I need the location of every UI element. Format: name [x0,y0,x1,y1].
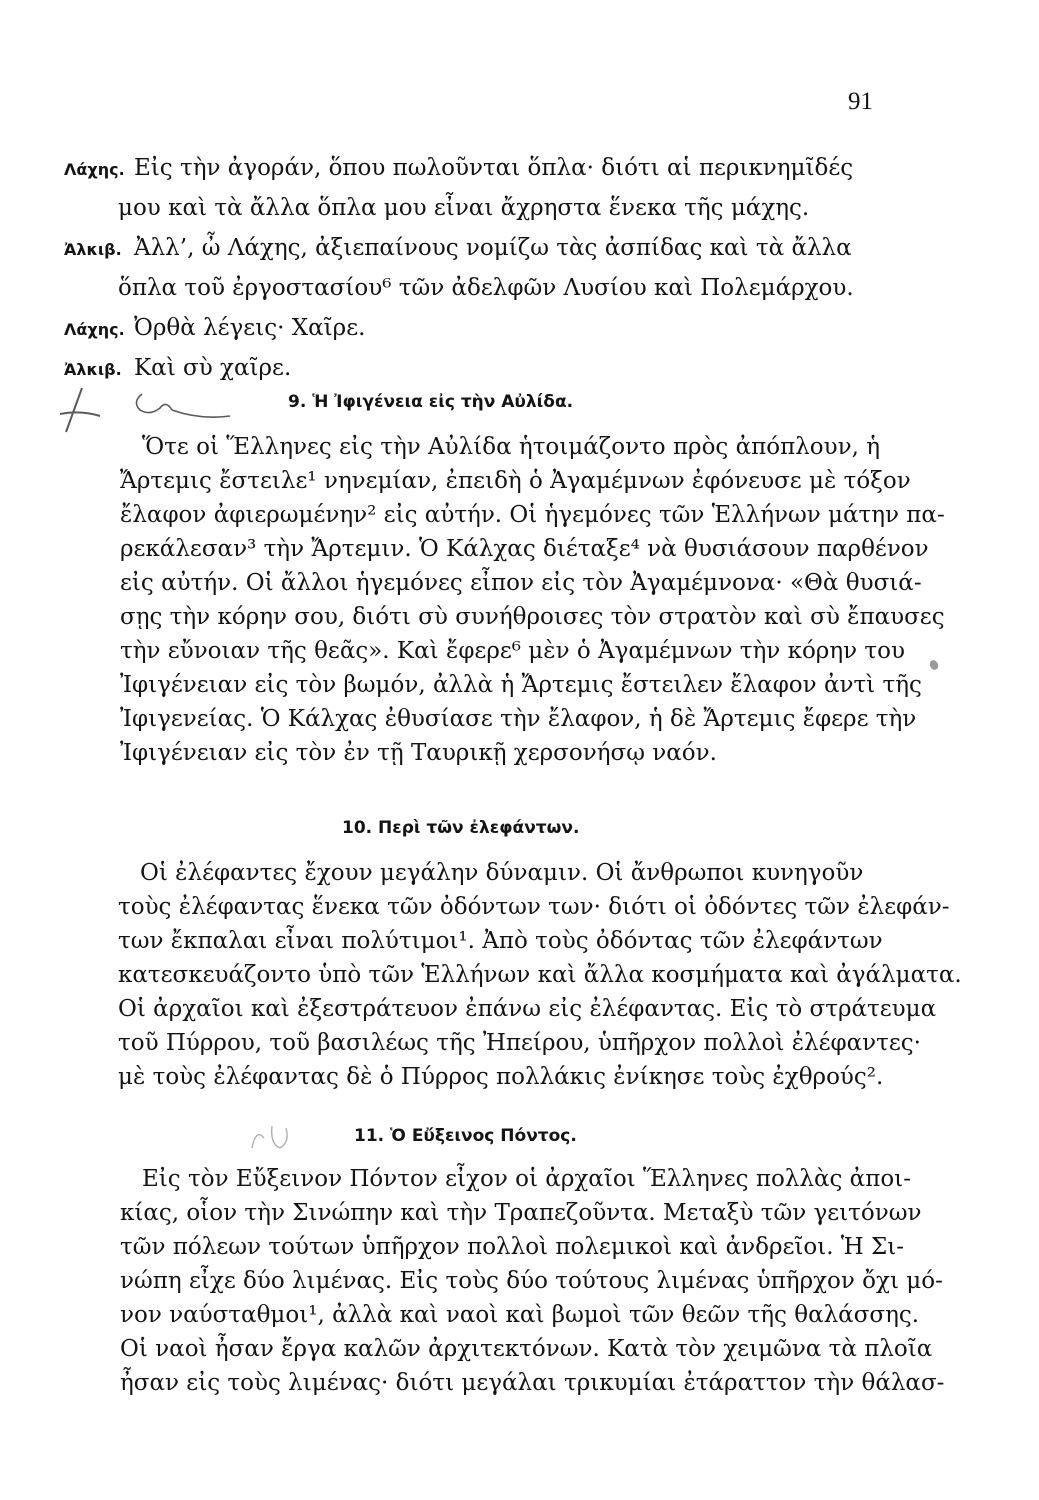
dialogue-line [64,308,924,348]
text-line: ρεκάλεσαν³ τὴν Ἄρτεμιν. Ὁ Κάλχας διέταξε⁴ νὰ θυσιάσουν παρθένον [120,536,929,562]
speech-text: Εἰς τὴν ἀγοράν, ὅπου πωλοῦνται ὅπλα· διότι αἱ περικνημῖδές [134,155,854,181]
section-paragraph [120,1162,945,1400]
text-line: κατεσκευάζοντο ὑπὸ τῶν Ἑλλήνων καὶ ἄλλα κοσμήματα καὶ ἀγάλματα. [118,962,962,988]
text-line: τοὺς ἐλέφαντας ἕνεκα τῶν ὀδόντων των· διότι οἱ ὀδόντες τῶν ἐλεφάν- [118,894,950,920]
section-heading: 10. Περὶ τῶν ἐλεφάντων. [342,818,580,838]
text-line: τῶν πόλεων τούτων ὑπῆρχον πολλοὶ πολεμικοὶ καὶ ἀνδρεῖοι. Ἡ Σι- [120,1234,905,1260]
text-line: εἰς αὐτήν. Οἱ ἄλλοι ἡγεμόνες εἶπον εἰς τὸν Ἀγαμέμνονα· «Θὰ θυσιά- [120,570,922,596]
text-line: Εἰς τὸν Εὔξεινον Πόντον εἶχον οἱ ἀρχαῖοι Ἕλληνες πολλὰς ἀποι- [142,1166,911,1192]
section-paragraph [120,430,945,770]
pencil-mark-icon [246,1118,306,1158]
text-line: τὴν εὔνοιαν τῆς θεᾶς». Καὶ ἔφερε⁶ μὲν ὁ Ἀγαμέμνων τὴν κόρην του [120,638,905,664]
text-line: Ἄρτεμις ἔστειλε¹ νηνεμίαν, ἐπειδὴ ὁ Ἀγαμέμνων ἐφόνευσε μὲ τόξον [120,468,911,494]
text-line: ἔλαφον ἀφιερωμένην² εἰς αὐτήν. Οἱ ἡγεμόνες τῶν Ἑλλήνων μάτην πα- [120,502,945,528]
speech-continuation: ὅπλα τοῦ ἐργοστασίου⁶ τῶν ἀδελφῶν Λυσίου καὶ Πολεμάρχου. [118,275,854,301]
text-line: Ὅτε οἱ Ἕλληνες εἰς τὴν Αὐλίδα ἡτοιμάζοντο πρὸς ἀπόπλουν, ἡ [142,434,881,460]
speech-text: Ἀλλ’, ὦ Λάχης, ἀξιεπαίνους νομίζω τὰς ἀσπίδας καὶ τὰ ἄλλα [134,235,852,261]
text-line: Ἰφιγένειαν εἰς τὸν ἐν τῇ Ταυρικῇ χερσονήσῳ ναόν. [120,740,717,766]
speaker-label: Λάχης. [64,320,125,339]
text-line: τοῦ Πύρρου, τοῦ βασιλέως τῆς Ἠπείρου, ὑπῆρχον πολλοὶ ἐλέφαντες· [118,1030,921,1056]
speaker-label: Ἀλκιβ. [64,360,122,379]
speech-text: Καὶ σὺ χαῖρε. [134,355,292,381]
dialogue [64,148,924,388]
text-line: Οἱ ναοὶ ἦσαν ἔργα καλῶν ἀρχιτεκτόνων. Κατὰ τὸν χειμῶνα τὰ πλοῖα [120,1336,933,1362]
text-line: Ἰφιγένειαν εἰς τὸν βωμόν, ἀλλὰ ἡ Ἄρτεμις ἔστειλεν ἔλαφον ἀντὶ τῆς [120,672,922,698]
text-line: των ἔκπαλαι εἶναι πολύτιμοι¹. Ἀπὸ τοὺς ὀδόντας τῶν ἐλεφάντων [118,928,883,954]
text-line: Οἱ ἀρχαῖοι καὶ ἐξεστράτευον ἐπάνω εἰς ἐλέφαντας. Εἰς τὸ στράτευμα [118,996,937,1022]
ink-spot [928,659,939,671]
speaker-label: Ἀλκιβ. [64,240,122,259]
speaker-label: Λάχης. [64,160,125,179]
section-paragraph [118,856,962,1094]
text-line: νον ναύσταθμοι¹, ἀλλὰ καὶ ναοὶ καὶ βωμοὶ τῶν θεῶν τῆς θαλάσσης. [120,1302,920,1328]
text-line: μὲ τοὺς ἐλέφαντας δὲ ὁ Πύρρος πολλάκις ἐνίκησε τοὺς ἐχθρούς². [118,1064,884,1090]
section-heading: 11. Ὁ Εὔξεινος Πόντος. [354,1126,577,1146]
text-line: σῃς τὴν κόρην σου, διότι σὺ συνήθροισες τὸν στρατὸν καὶ σὺ ἔπαυσες [120,604,945,630]
text-line: νώπη εἶχε δύο λιμένας. Εἰς τοὺς δύο τούτους λιμένας ὑπῆρχον ὄχι μό- [120,1268,943,1294]
page-number: 91 [848,88,873,115]
dialogue-line [64,228,924,268]
text-line: κίας, οἷον τὴν Σινώπην καὶ τὴν Τραπεζοῦντα. Μεταξὺ τῶν γειτόνων [120,1200,922,1226]
speech-continuation: μου καὶ τὰ ἄλλα ὅπλα μου εἶναι ἄχρηστα ἕνεκα τῆς μάχης. [118,195,810,221]
text-line: Οἱ ἐλέφαντες ἔχουν μεγάλην δύναμιν. Οἱ ἄνθρωποι κυνηγοῦν [140,860,864,886]
dialogue-line [64,148,924,188]
speech-text: Ὀρθὰ λέγεις· Χαῖρε. [134,315,366,341]
text-line: Ἰφιγενείας. Ὁ Κάλχας ἐθυσίασε τὴν ἔλαφον, ἡ δὲ Ἄρτεμις ἔφερε τὴν [120,706,917,732]
text-line: ἦσαν εἰς τοὺς λιμένας· διότι μεγάλαι τρικυμίαι ἐτάραττον τὴν θάλασ- [120,1370,945,1396]
section-heading: 9. Ἡ Ἰφιγένεια εἰς τὴν Αὐλίδα. [288,392,574,412]
